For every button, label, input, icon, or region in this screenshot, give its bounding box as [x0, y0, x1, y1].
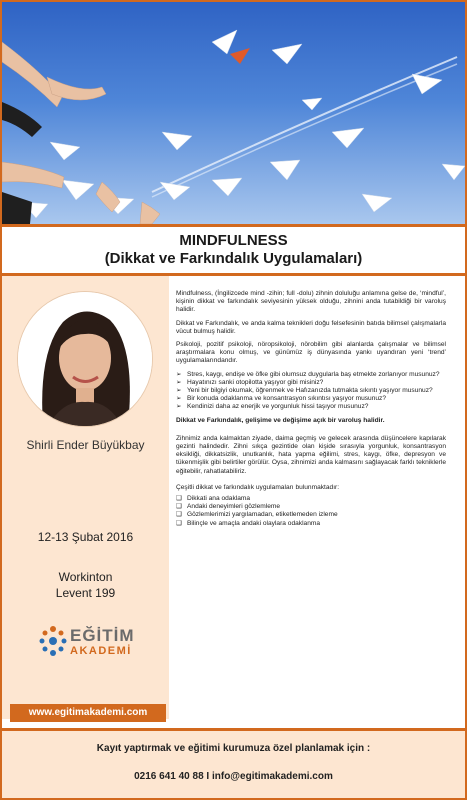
contact-footer	[2, 728, 465, 798]
list-item: ❑ Bilinçle ve amaçla andaki olaylara odaklanma	[176, 519, 321, 527]
list-item: ❑ Andaki deneyimleri gözlemleme	[176, 503, 281, 511]
checkbox-bullet-icon: ❑	[176, 519, 182, 527]
practices-intro: Çeşitli dikkat ve farkındalık uygulamaları bulunmaktadır:	[176, 483, 340, 491]
list-item: ➢ Bir konuda odaklanma ve konsantrasyon sıkıntısı yaşıyor musunuz?	[176, 395, 387, 403]
paragraph-2: Dikkat ve Farkındalık, ve anda kalma teknikleri doğu felsefesinin batıda bilimsel çalışmalarla vücut bulmuş halidir.	[176, 319, 446, 335]
practices-list	[176, 495, 446, 528]
list-item: ❑ Dikkati ana odaklama	[176, 495, 251, 503]
page-title: MINDFULNESS	[179, 232, 288, 249]
paragraph-3: Psikoloji, pozitif psikoloji, nöropsikoloji, nörobilim gibi alanlarda çalışmalar ve bilimsel araştırmalara konu olmuş, ve günümüz iş dünyasında yankı uyandıran yeni ‘trend’ uygulamalarındandır.	[176, 341, 446, 365]
logo-dots-icon	[38, 624, 68, 660]
hero-image	[2, 2, 465, 224]
intro-paragraph: Mindfulness, (İngilizcede mind -zihin; full -dolu) zihnin doluluğu anlamına gelse de, ‘mindful’, kişinin dikkat ve farkındalık seviyesinin yüksek olduğu, zihnini anda tutabildiği bir varoluş halidir.	[176, 290, 446, 314]
event-venue: Workinton	[58, 570, 113, 584]
key-statement: Dikkat ve Farkındalık, gelişime ve değişime açık bir varoluş halidir.	[176, 416, 385, 424]
logo-name: EĞİTİM	[70, 626, 135, 645]
event-date: 12-13 Şubat 2016	[37, 530, 134, 544]
speaker-name: Shirli Ender Büyükbay	[26, 438, 145, 452]
logo-sub: AKADEMİ	[70, 645, 132, 657]
checkbox-bullet-icon: ❑	[176, 495, 182, 503]
registration-text: Kayıt yaptırmak ve eğitimi kurumuza özel planlamak için :	[96, 743, 371, 754]
paragraph-4: Zihnimiz anda kalmaktan ziyade, daima geçmiş ve gelecek arasında düşüncelere kapılarak gezinti halindedir. Zihni sıkça gezintide olan kişide sırasıyla yorgunluk, konsantrasyon eksikliği, dikkatsizlik, unutkanlık, hata yapma eğilimi, stres, kaygı, öfke, depresyon ve tükenmişlik gibi belirtiler görülür. Oysa, zihnimizi anda kalmasını sağlayacak farklı tekniklerle eğitebilir, rahatlatabiliriz.	[176, 434, 446, 475]
page-subtitle: (Dikkat ve Farkındalık Uygulamaları)	[104, 250, 363, 267]
question-list	[176, 371, 446, 412]
list-item: ➢ Hayatınızı sanki otopilotta yaşıyor gibi misiniz?	[176, 378, 324, 386]
egitim-akademi-logo	[38, 624, 148, 664]
speaker-photo	[18, 292, 152, 426]
title-banner	[2, 224, 465, 276]
checkbox-bullet-icon: ❑	[176, 503, 182, 511]
list-item: ➢ Yeni bir bilgiyi okumak, öğrenmek ve Hafızanızda tutmakta sıkıntı yaşıyor musunuz?	[176, 387, 433, 395]
speaker-portrait-icon	[18, 292, 152, 426]
list-item: ➢ Kendinizi daha az enerjik ve yorgunluk hissi taşıyor musunuz?	[176, 403, 369, 411]
arrow-bullet-icon: ➢	[176, 395, 182, 403]
left-column	[2, 276, 169, 719]
website-link[interactable]: www.egitimakademi.com	[10, 704, 166, 722]
contact-info[interactable]: 0216 641 40 88 I info@egitimakademi.com	[134, 771, 333, 782]
arrow-bullet-icon: ➢	[176, 378, 182, 386]
paper-planes-illustration	[2, 2, 465, 224]
arrow-bullet-icon: ➢	[176, 370, 182, 378]
arrow-bullet-icon: ➢	[176, 387, 182, 395]
list-item: ❑ Gözlemlerimizi yargılamadan, etiketlemeden izleme	[176, 511, 338, 519]
list-item: ➢ Stres, kaygı, endişe ve öfke gibi olumsuz duygularla baş etmekte zorlanıyor musunuz?	[176, 370, 440, 378]
arrow-bullet-icon: ➢	[176, 403, 182, 411]
description-column	[176, 290, 446, 533]
checkbox-bullet-icon: ❑	[176, 511, 182, 519]
event-venue-detail: Levent 199	[55, 586, 116, 600]
